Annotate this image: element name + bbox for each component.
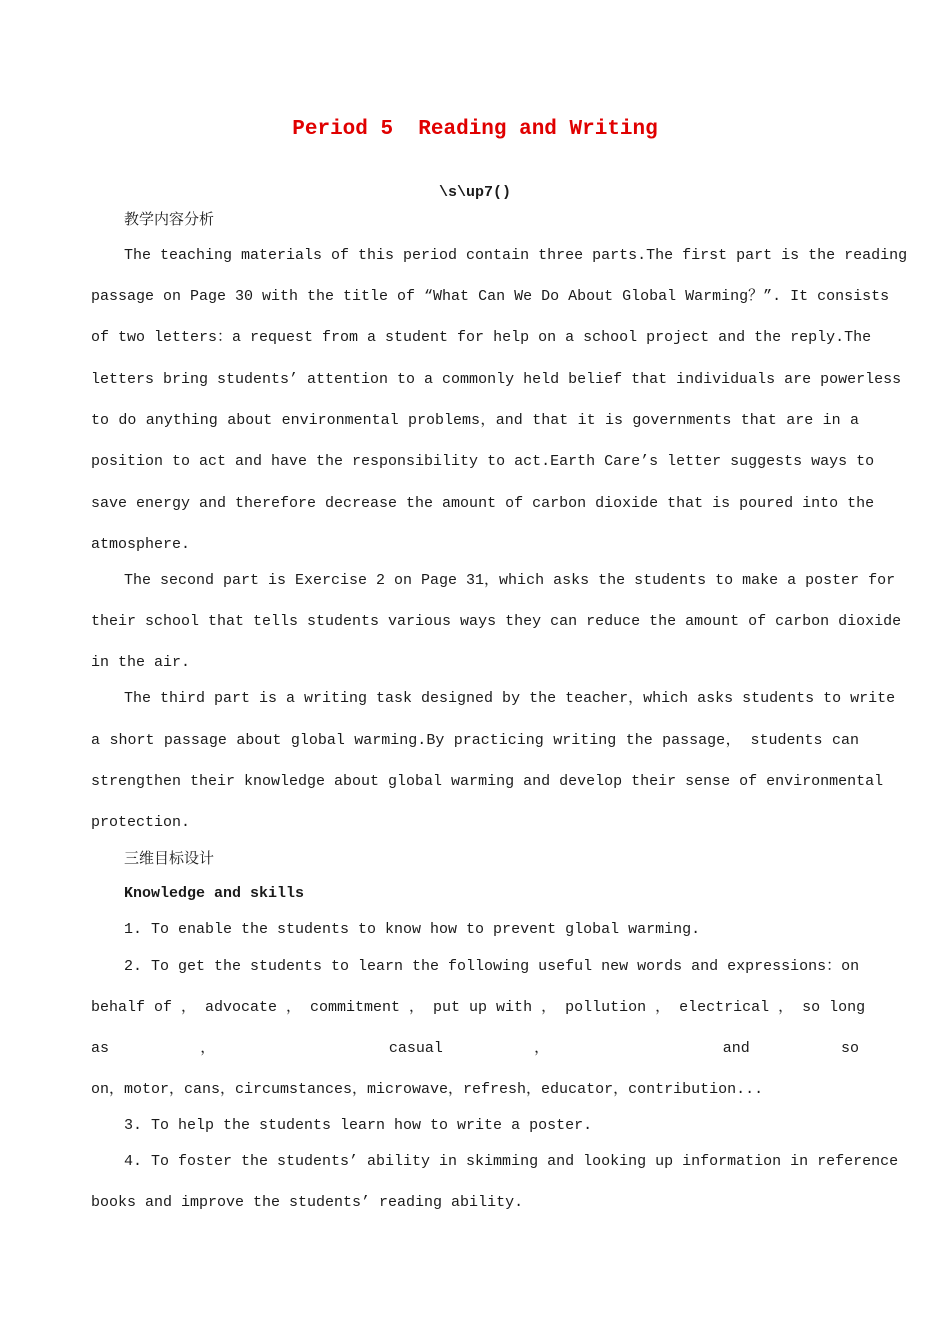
paragraph-line: save energy and therefore decrease the amount of carbon dioxide that is poured into the bbox=[91, 495, 875, 512]
paragraph-line: their school that tells students various ways they can reduce the amount of carbon dioxide bbox=[91, 613, 902, 630]
list-item-continuation: behalf of ， advocate ， commitment ， put up with ， pollution ， electrical ， so long bbox=[91, 999, 866, 1016]
paragraph-line: The third part is a writing task designed by the teacher，which asks students to write bbox=[124, 690, 896, 707]
section-heading-content-analysis: 教学内容分析 bbox=[124, 210, 215, 228]
document-subtitle: \s\up7() bbox=[438, 184, 511, 201]
paragraph-line: letters bring students’ attention to a commonly held belief that individuals are powerless bbox=[91, 371, 902, 388]
list-item-continuation: as ， casual ， and so bbox=[91, 1040, 859, 1057]
list-item: 3. To help the students learn how to write a poster. bbox=[124, 1117, 593, 1134]
paragraph-line: position to act and have the responsibility to act.Earth Care’s letter suggests ways to bbox=[91, 453, 875, 470]
list-item-continuation: on，motor，cans，circumstances，microwave，refresh，educator，contribution... bbox=[91, 1081, 764, 1098]
paragraph-line: protection. bbox=[91, 814, 191, 831]
paragraph-line: passage on Page 30 with the title of “What Can We Do About Global Warming？”. It consists bbox=[91, 288, 890, 305]
subheading-knowledge-skills: Knowledge and skills bbox=[124, 885, 305, 902]
paragraph-line: strengthen their knowledge about global warming and develop their sense of environmental bbox=[91, 773, 884, 790]
list-item: 1. To enable the students to know how to prevent global warming. bbox=[124, 921, 701, 938]
section-heading-objectives: 三维目标设计 bbox=[124, 849, 215, 867]
paragraph-line: of two letters：a request from a student for help on a school project and the reply.The bbox=[91, 329, 872, 346]
paragraph-line: a short passage about global warming.By practicing writing the passage， students can bbox=[91, 732, 859, 749]
paragraph-line: The teaching materials of this period contain three parts.The first part is the reading bbox=[124, 247, 908, 264]
list-item: 4. To foster the students’ ability in skimming and looking up information in reference bbox=[124, 1153, 899, 1170]
list-item: 2. To get the students to learn the following useful new words and expressions：on bbox=[124, 958, 860, 975]
document-title: Period 5 Reading and Writing bbox=[292, 118, 658, 141]
list-item-continuation: books and improve the students’ reading ability. bbox=[91, 1194, 524, 1211]
paragraph-line: atmosphere. bbox=[91, 536, 191, 553]
paragraph-line: The second part is Exercise 2 on Page 31，which asks the students to make a poster for bbox=[124, 572, 896, 589]
paragraph-line: in the air. bbox=[91, 654, 191, 671]
paragraph-line: to do anything about environmental problems，and that it is governments that are in a bbox=[91, 412, 859, 429]
